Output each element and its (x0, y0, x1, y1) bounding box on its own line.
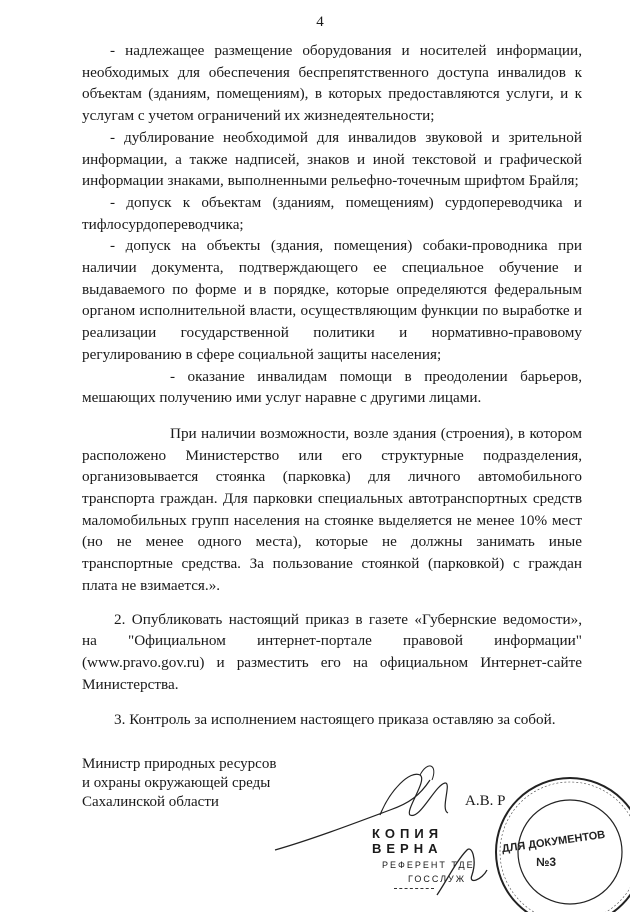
clause-publish: 2. Опубликовать настоящий приказ в газете «Губернские ведомости», на "Официальном интернет-портале правовой информации" (www.pravo.gov.ru) и разместить его на официальном Интернет-сайте Министерства. (82, 610, 582, 693)
signature-block (82, 755, 276, 812)
bullet-duplication: - дублирование необходимой для инвалидов звуковой и зрительной информации, а также надписей, знаков и иной текстовой и графической информации знаками, выполненными рельефно-точечным шрифтом Брайля; (82, 128, 582, 190)
seal-center-text: ДЛЯ ДОКУМЕНТОВ (501, 828, 606, 856)
seal-signature (432, 840, 512, 900)
bullet-guide-dog: - допуск на объекты (здания, помещения) собаки-проводника при наличии документа, подтверждающего ее специальное обучение и выдаваемого по форме и в порядке, которые определяются федеральным органом исполнительной власти, осуществляющим функции по выработке и реализации государственной политики и нормативно-правовому регулированию в сфере социальной защиты населения; (82, 237, 582, 363)
page-number: 4 (316, 14, 324, 30)
bullet-assistance: - оказание инвалидам помощи в преодолении барьеров, мешающих получению ими услуг наравне с другими лицами. (82, 367, 582, 407)
seal-number: №3 (535, 855, 557, 869)
signatory-title-line-1: Министр природных ресурсов (82, 756, 277, 772)
bullet-interpreter: - допуск к объектам (зданиям, помещениям) сурдопереводчика и тифлосурдопереводчика; (82, 193, 582, 233)
referent-label: РЕФЕРЕНТ ТДЕ (382, 860, 475, 870)
document-body (82, 40, 582, 731)
stamp-dashes (394, 888, 434, 889)
parking-paragraph: При наличии возможности, возле здания (строения), в котором расположено Министерство или его структурные подразделения, организовывается стоянка (парковка) для личного автомобильного транспорта граждан. Для парковки специальных автотранспортных средств маломобильных групп населения на стоянке выделяется не менее 10% мест (но не менее одного места), которые не должны занимать иные транспортные средства. За пользование стоянкой (парковкой) с граждан плата не взимается.». (82, 424, 582, 594)
bullet-equipment: - надлежащее размещение оборудования и носителей информации, необходимых для обеспечения беспрепятственного доступа инвалидов к объектам (зданиям, помещениям), в которых предоставляются услуги, и к услугам с учетом ограничений их жизнедеятельности; (82, 42, 582, 125)
signatory-title-line-2: и охраны окружающей среды (82, 775, 271, 791)
signatory-title-line-3: Сахалинской области (82, 794, 219, 810)
gosslug-label: ГОССЛУЖ (408, 874, 467, 884)
clause-control: 3. Контроль за исполнением настоящего приказа оставляю за собой. (114, 711, 556, 729)
signatory-name: А.В. Р (465, 793, 506, 809)
copy-label: КОПИЯ ВЕРНА (372, 826, 444, 856)
